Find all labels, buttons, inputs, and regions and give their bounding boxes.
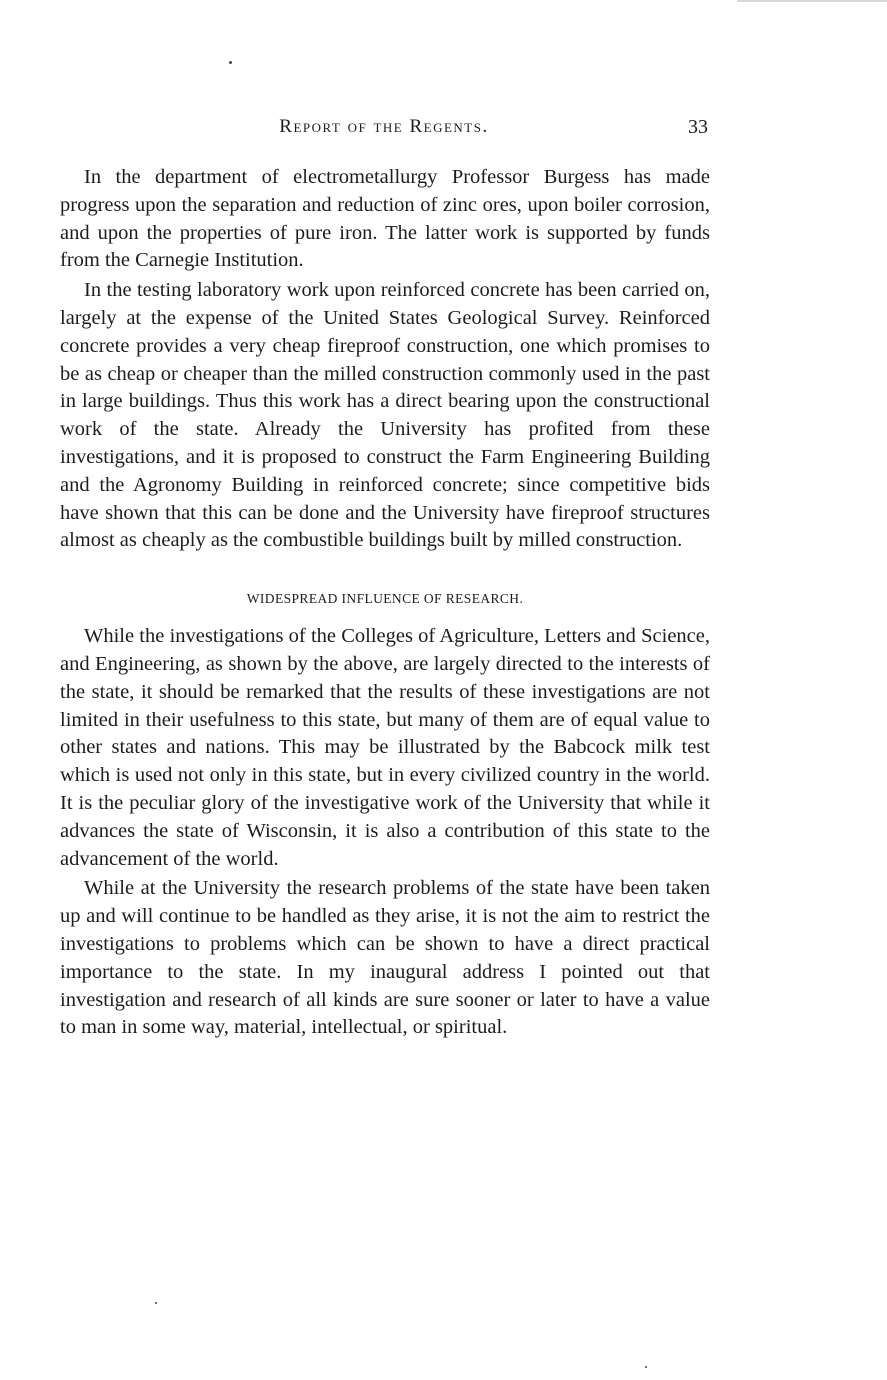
section-heading: WIDESPREAD INFLUENCE OF RESEARCH. (246, 591, 524, 607)
page-edge-line (737, 0, 887, 2)
running-title: Report of the Regents. (279, 116, 489, 137)
paragraph-widespread-influence: While the investigations of the Colleges of Agriculture, Letters and Science, and Engineering, as shown by the above, are largely directed to the interests of the state, it should be remarked that the results of these investigations are not limited in their usefulness to this state, but many of them are of equal value to other states and nations. This may be illustrated by the Babcock milk test which is used not only in this state, but in every civilized country in the world. It is the peculiar glory of the investigative work of the University that while it advances the state of Wisconsin, it is also a contribution of this state to the advancement of the world. (60, 625, 710, 870)
scan-speck (155, 1302, 157, 1304)
page-number: 33 (688, 116, 708, 138)
paragraph-electrometallurgy: In the department of electrometallurgy Professor Burgess has made progress upon the separation and reduction of zinc ores, upon boiler corrosion, and upon the properties of pure iron. The latter work is supported by funds from the Carnegie Institution. (60, 166, 710, 272)
page-body (60, 164, 710, 1044)
paragraph-testing-laboratory: In the testing laboratory work upon reinforced concrete has been carried on, largely at the expense of the United States Geological Survey. Reinforced concrete provides a very cheap fireproof construction, one which promises to be as cheap or cheaper than the milled construction commonly used in the past in large buildings. Thus this work has a direct bearing upon the constructional work of the state. Already the University has profited from these investigations, and it is proposed to construct the Farm Engineering Building and the Agronomy Building in reinforced concrete; since competitive bids have shown that this can be done and the University have fireproof structures almost as cheaply as the combustible buildings built by milled construction. (60, 279, 710, 552)
scan-speck (645, 1366, 647, 1368)
paragraph-research-problems: While at the University the research problems of the state have been taken up and will continue to be handled as they arise, it is not the aim to restrict the investigations to problems which can be shown to have a direct practical importance to the state. In my inaugural address I pointed out that investigation and research of all kinds are sure sooner or later to have a value to man in some way, material, intellectual, or spiritual. (60, 877, 710, 1039)
page-header (60, 116, 708, 144)
scan-speck (229, 61, 232, 64)
